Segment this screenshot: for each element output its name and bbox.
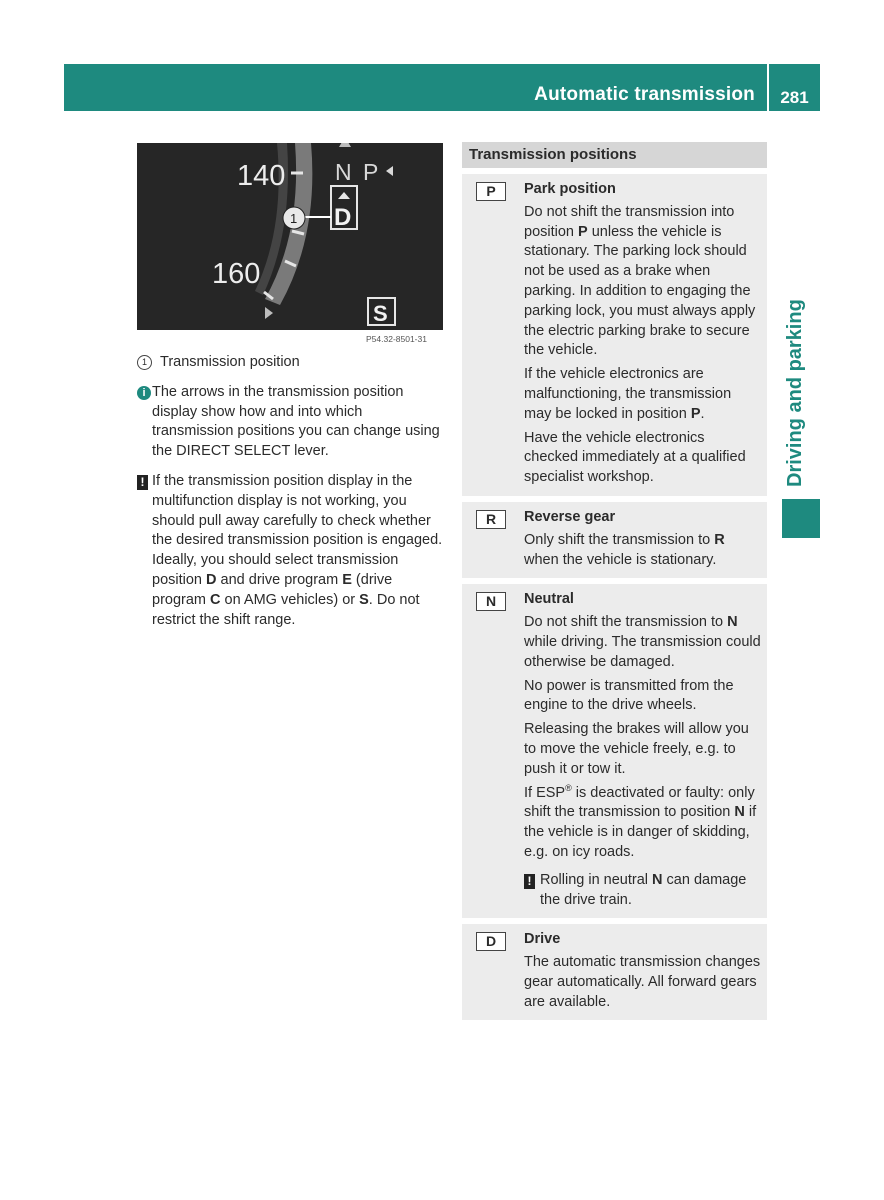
row-title-drive: Drive [524,931,561,948]
instrument-cluster-figure [137,143,443,346]
neutral-para-1: Do not shift the transmission to N while driving. The transmission could otherwise be damaged. [524,614,761,670]
key-d-icon: D [476,932,506,951]
caption-text: Transmission position [160,354,300,370]
row-title-neutral: Neutral [524,591,574,608]
page-number-box [769,64,820,111]
warning-text-e: . Do not restrict the shift range. [152,591,420,628]
table-row-drive [462,924,767,1026]
side-tab-label: Driving and parking [784,299,806,487]
warning-bold-e: E [342,571,352,588]
warning-bold-s: S [359,591,369,608]
park-para-2: If the vehicle electronics are malfunctioning, the transmission may be locked in position P. [524,366,732,422]
table-row-neutral [462,584,767,924]
table-row-reverse [462,502,767,584]
reverse-para-1: Only shift the transmission to R when the vehicle is stationary. [524,531,725,568]
left-column [137,353,447,640]
warning-icon: ! [137,475,148,490]
warning-icon: ! [524,874,535,889]
warning-bold-d: D [206,571,217,588]
figure-caption [137,353,447,373]
speed-label-140: 140 [237,160,286,192]
info-note [137,383,447,462]
info-icon: i [137,386,151,400]
program-s: S [373,301,388,326]
warning-text-c: (drive program [152,571,393,608]
callout-number: 1 [290,211,298,226]
gear-n: N [335,159,352,185]
warning-bold-c: C [210,591,221,608]
neutral-para-4: If ESP® is deactivated or faulty: only shift the transmission to position N if the vehicle is in danger of skidding, e.g. on icy roads. [524,782,757,860]
warning-text-b: and drive program [216,571,343,588]
row-title-park: Park position [524,181,616,197]
figure-reference: P54.32-8501-31 [366,334,427,344]
drive-para-1: The automatic transmission changes gear automatically. All forward gears are available. [524,954,761,1010]
page-number: 281 [780,88,809,107]
table-row-park [462,174,767,502]
key-n-icon: N [476,592,506,611]
table-heading: Transmission positions [462,142,767,174]
caption-number: 1 [137,355,152,370]
key-p-icon: P [476,182,506,201]
warning-text-d: on AMG vehicles) or [220,591,360,608]
page-title: Automatic transmission [534,84,755,105]
header-bar [64,64,767,111]
gear-p: P [363,159,379,185]
neutral-para-3: Releasing the brakes will allow you to move the vehicle freely, e.g. to push it or tow it. [524,721,749,777]
info-note-text: The arrows in the transmission position display show how and into which transmission positions you can change using the DIRECT SELECT lever. [152,383,440,460]
park-para-3: Have the vehicle electronics checked immediately at a qualified specialist workshop. [524,429,746,486]
warning-text-a: If the transmission position display in the multifunction display is not working, you should pull away carefully to check whether the desired transmission position is engaged. Ideally, you should select transmission position [152,472,443,588]
park-para-1: Do not shift the transmission into position P unless the vehicle is stationary. The parking lock should not be used as a brake when parking. In addition to engaging the parking lock, you must always apply the electric parking brake to secure the vehicle. [524,203,756,359]
transmission-positions-table [462,142,767,1026]
gear-d: D [334,204,352,231]
side-tab-marker [782,499,820,538]
neutral-para-2: No power is transmitted from the engine to the drive wheels. [524,677,734,714]
speed-label-160: 160 [212,258,261,290]
row-title-reverse: Reverse gear [524,508,616,525]
neutral-warning: ! Rolling in neutral N can damage the drive train. [524,871,761,911]
key-r-icon: R [476,510,506,529]
warning-note [137,472,447,630]
